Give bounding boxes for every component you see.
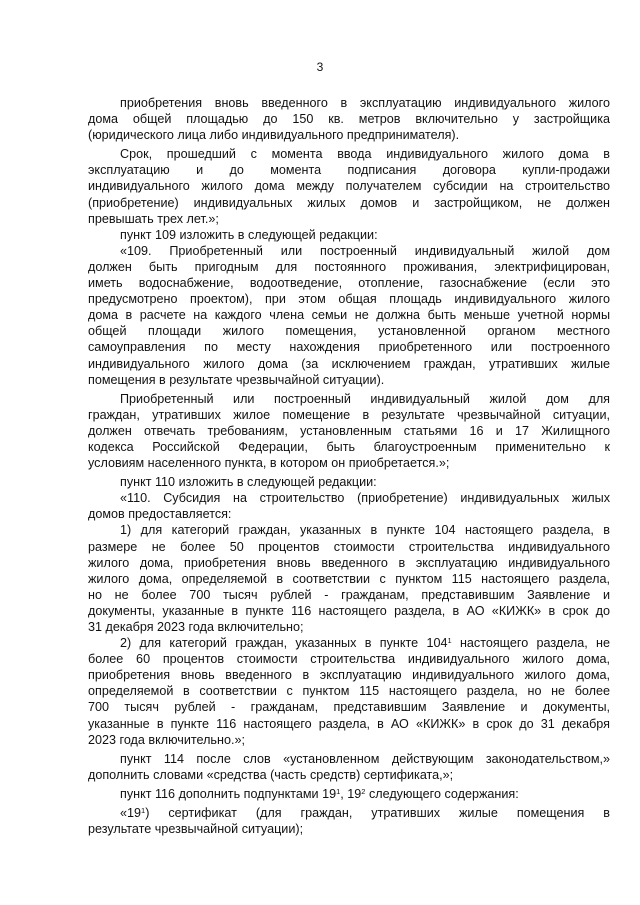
text-line: «109. Приобретенный или построенный индивидуальный жилой дом [120, 243, 610, 258]
text-line: 2) для категорий граждан, указанных в пункте $104^1$ настоящего раздела, не [120, 636, 610, 651]
text-line: 31 декабря 2023 года включительно; [88, 620, 304, 634]
text-line: самоуправления по месту нахождения приобретенного или построенного [88, 340, 610, 355]
paragraph [88, 805, 610, 837]
text-line: предусмотрено проектом), при этом общая площадь индивидуального жилого [88, 292, 610, 307]
text-line: результате чрезвычайной ситуации); [88, 822, 304, 837]
text-line: иметь водоснабжение, водоотведение, отопление, газоснабжение (если это [88, 276, 610, 291]
paragraph [88, 227, 610, 243]
paragraph [88, 490, 610, 522]
text-line: приобретения вновь введенного в эксплуатацию индивидуального жилого [120, 96, 610, 110]
paragraph [88, 95, 610, 143]
text-line: жилого дома, приобретения вновь введенного в эксплуатацию индивидуального [88, 555, 610, 570]
text-line: (приобретение) индивидуальных жилых домов и застройщиком, не должен [88, 195, 610, 210]
text-line: «$19^1$) сертификат (для граждан, утративших жилые помещения в [120, 806, 610, 821]
text-line: 2023 года включительно.»; [88, 732, 245, 747]
paragraph [88, 474, 610, 490]
text-line: пункт 116 дополнить подпунктами $19^1$, $19^2$ следующего содержания: [120, 786, 519, 801]
text-line: (юридического лица либо индивидуального предпринимателя). [88, 128, 460, 143]
document-body [88, 95, 610, 837]
text-line: дома в расчете на каждого члена семьи не должна быть меньше учетной нормы [88, 308, 610, 323]
text-line: жилого дома, определяемой в соответствии с пунктом 115 настоящего раздела, [88, 571, 610, 586]
text-line: пункт 114 после слов «установленном действующим законодательством,» [120, 751, 610, 766]
paragraph [88, 243, 610, 388]
text-line: дополнить словами «средства (часть средств) сертификата,»; [88, 767, 454, 782]
text-line: должен отвечать требованиям, установленным статьями 16 и 17 Жилищного [88, 423, 610, 438]
text-line: условиям населенного пункта, в котором он приобретается.»; [88, 456, 450, 471]
text-line: граждан, утративших жилое помещение в результате чрезвычайной ситуации, [88, 407, 610, 422]
text-line: 700 тысяч рублей - гражданам, представившим Заявление и документы, [88, 700, 610, 715]
text-line: эксплуатацию и до момента подписания договора купли-продажи [88, 163, 610, 178]
text-line: должен быть пригодным для постоянного проживания, электрифицирован, [88, 259, 610, 274]
text-line: но не более 700 тысяч рублей - гражданам, представившим Заявление и [88, 587, 610, 602]
text-line: индивидуального жилого дома (за исключением граждан, утративших жилые [88, 356, 610, 371]
text-line: размере не более 50 процентов стоимости строительства индивидуального [88, 539, 610, 554]
text-line: домов предоставляется: [88, 507, 232, 522]
text-line: Срок, прошедший с момента ввода индивидуального жилого дома в [120, 147, 610, 162]
paragraph [88, 635, 610, 748]
text-line: кодекса Российской Федерации, быть благоустроенным применительно к [88, 439, 610, 454]
text-line: общей площади жилого помещения, установленной органом местного [88, 324, 610, 339]
text-line: более 60 процентов стоимости строительства индивидуального жилого дома, [88, 652, 610, 667]
page-number: 3 [316, 60, 324, 74]
text-line: пункт 110 изложить в следующей редакции: [120, 475, 377, 490]
text-line: приобретения вновь введенного в эксплуатацию индивидуального жилого дома, [88, 668, 610, 683]
paragraph [88, 786, 610, 802]
text-line: Приобретенный или построенный индивидуальный жилой дом для [120, 391, 610, 406]
text-line: помещения в результате чрезвычайной ситуации). [88, 372, 385, 387]
text-line: превышать трех лет.»; [88, 211, 219, 226]
text-line: 1) для категорий граждан, указанных в пункте 104 настоящего раздела, в [120, 523, 610, 538]
text-line: пункт 109 изложить в следующей редакции: [120, 227, 378, 242]
text-line: определяемой в соответствии с пунктом 115 настоящего раздела, но не более [88, 684, 610, 699]
paragraph [88, 391, 610, 471]
text-line: «110. Субсидия на строительство (приобретение) индивидуальных жилых [120, 491, 610, 506]
paragraph [88, 522, 610, 635]
paragraph [88, 146, 610, 226]
paragraph [88, 751, 610, 783]
text-line: индивидуального жилого дома между получателем субсидии на строительство [88, 179, 610, 194]
text-line: дома общей площадью до 150 кв. метров включительно у застройщика [88, 112, 610, 127]
text-line: указанные в пункте 116 настоящего раздела, в АО «КИЖК» в срок до 31 декабря [88, 716, 610, 731]
text-line: документы, указанные в пункте 116 настоящего раздела, в АО «КИЖК» в срок до [88, 603, 610, 618]
